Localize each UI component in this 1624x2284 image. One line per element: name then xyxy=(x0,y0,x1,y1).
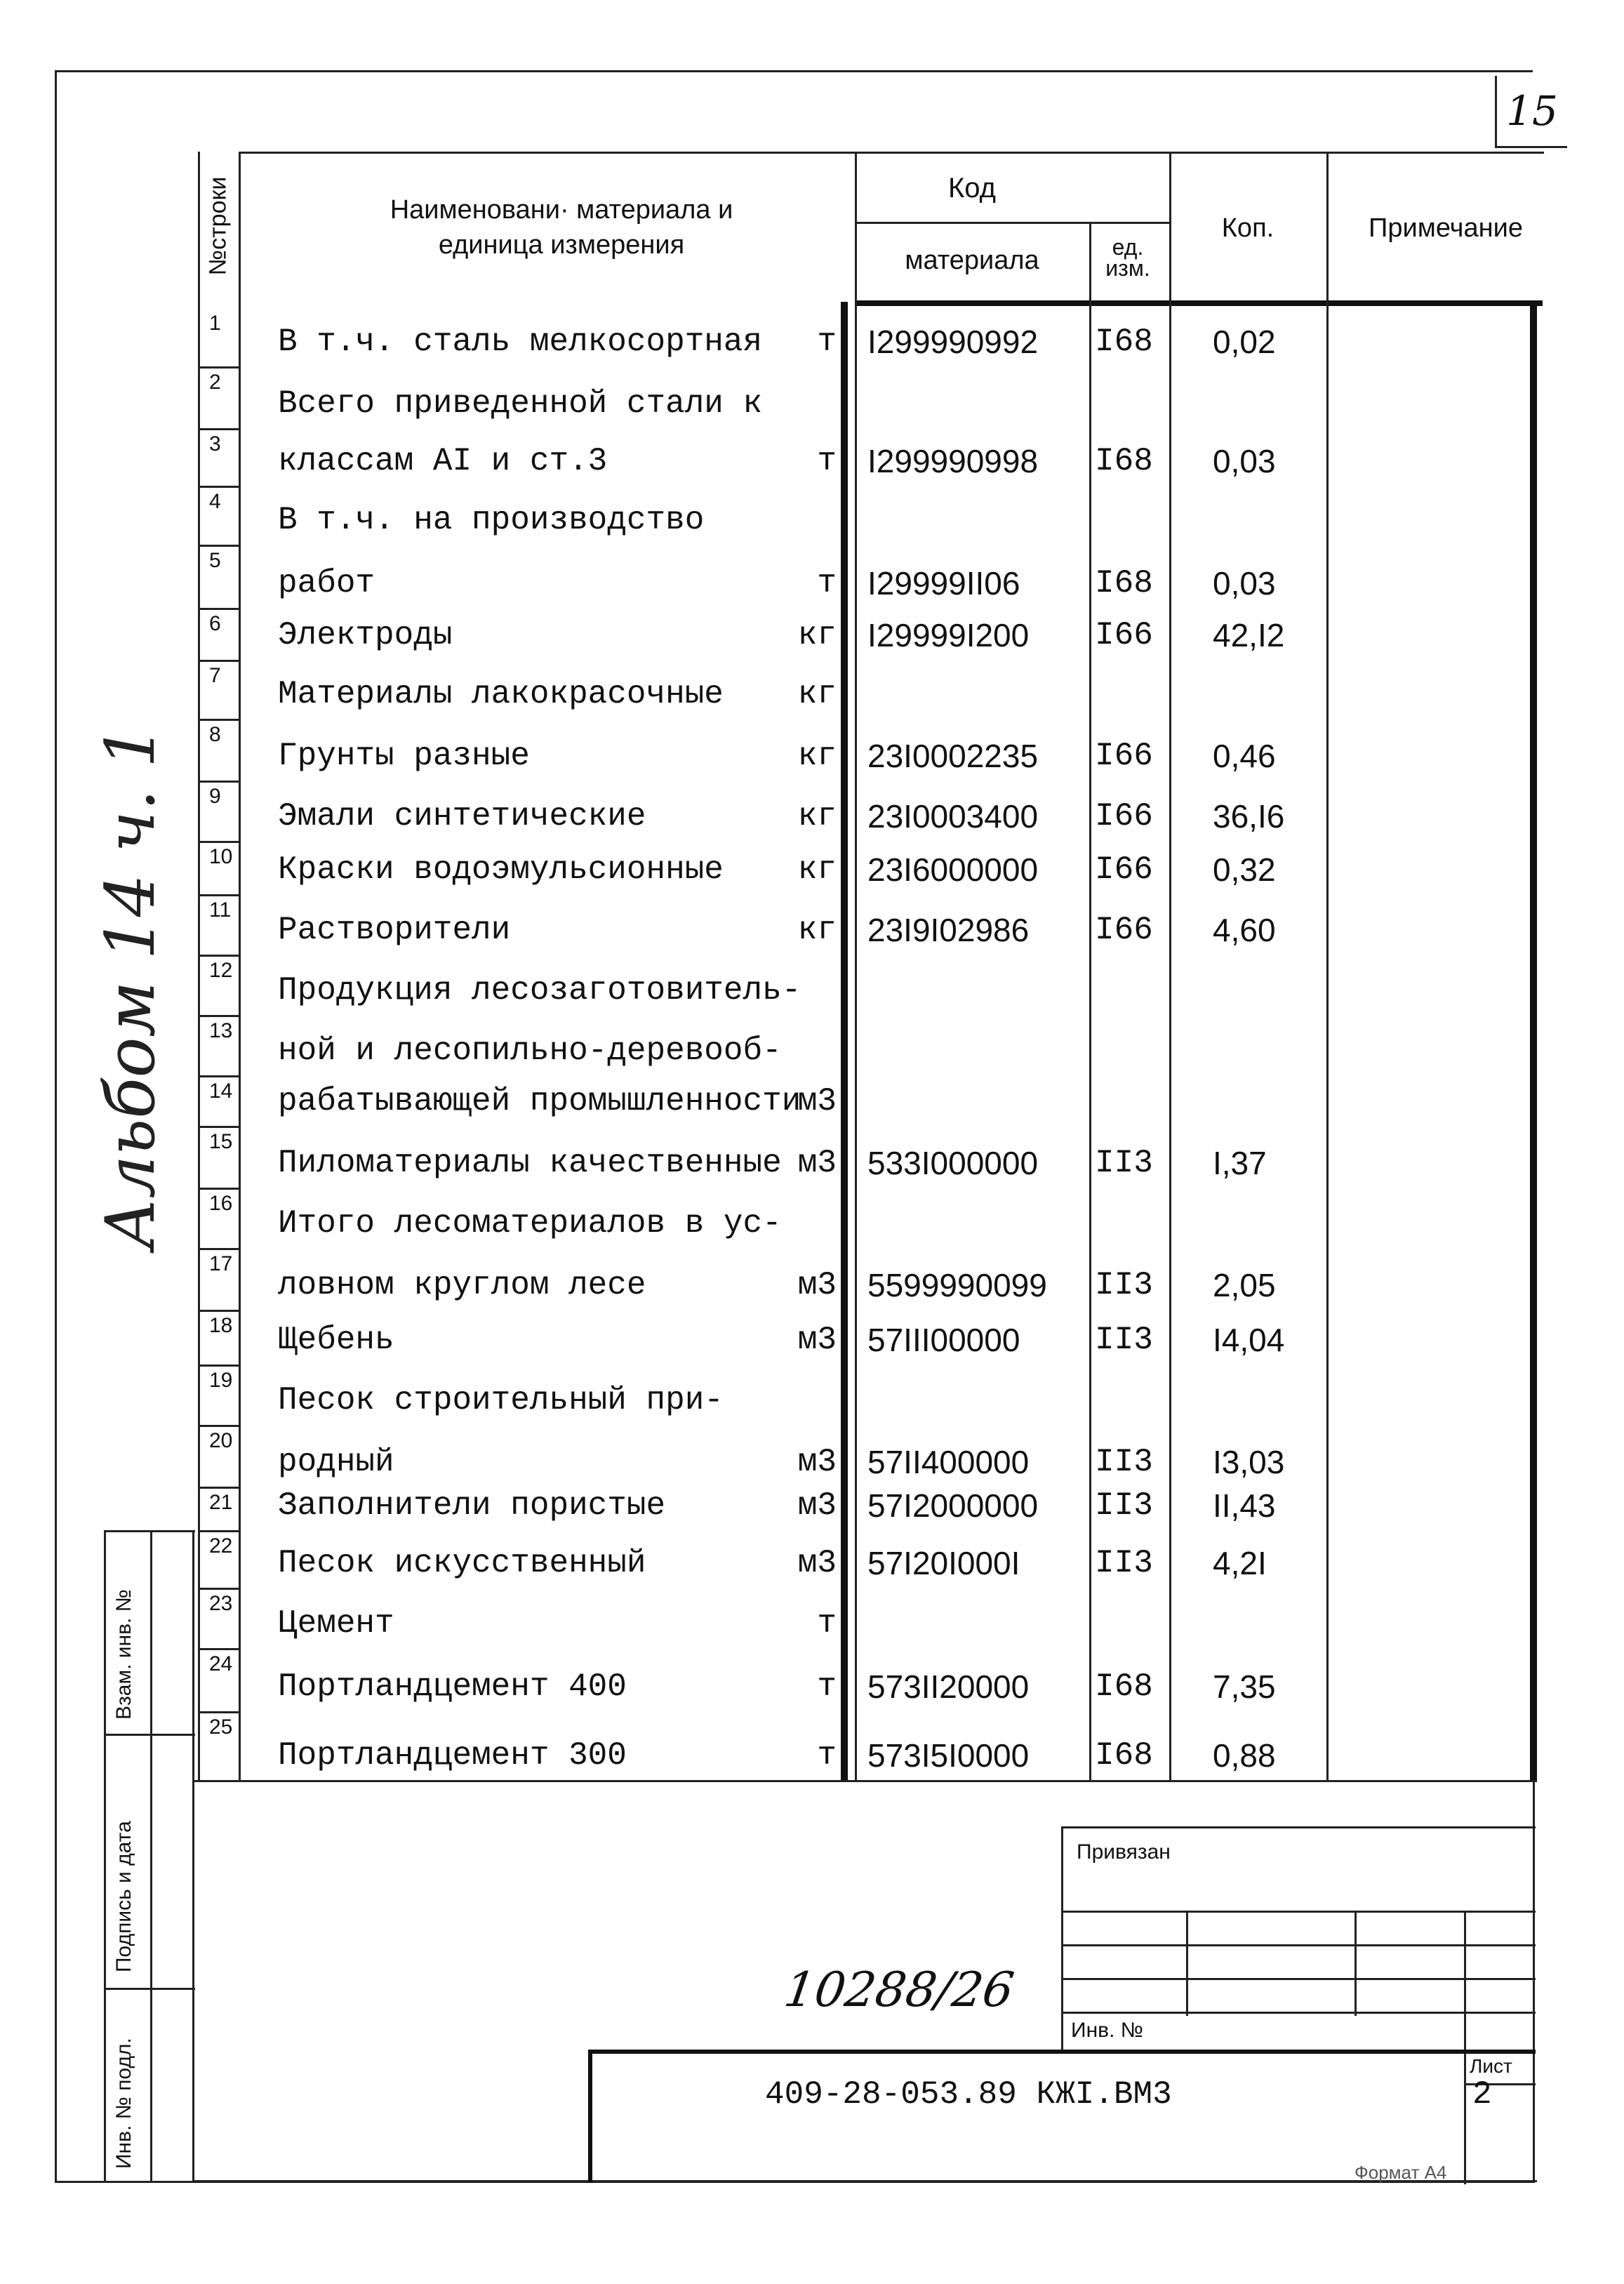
material-name: рабатывающей промышленности xyxy=(278,1083,801,1120)
material-name: Краски водоэмульсионные xyxy=(278,851,724,888)
material-name: Щебень xyxy=(278,1322,394,1358)
title-block-left-line xyxy=(588,2050,592,2183)
material-code: 23I9I02986 xyxy=(867,912,1030,948)
material-name: Портландцемент 300 xyxy=(278,1737,627,1774)
quantity: 0,03 xyxy=(1213,565,1276,602)
side-strip-left-line xyxy=(104,1530,106,2183)
quantity: I3,03 xyxy=(1213,1444,1285,1480)
row-number: 18 xyxy=(209,1314,233,1337)
material-code: 573I5I0000 xyxy=(867,1737,1030,1774)
stamp-left-line xyxy=(1061,1826,1063,2051)
unit-of-measure: т xyxy=(817,1605,837,1642)
linked-label: Привязан xyxy=(1077,1840,1171,1864)
row-separator xyxy=(198,1188,240,1190)
material-code: 533I000000 xyxy=(867,1145,1039,1181)
material-name: ловном круглом лесе xyxy=(278,1267,646,1303)
material-name: Растворители xyxy=(278,912,511,948)
quantity: 4,2I xyxy=(1213,1545,1267,1581)
unit-code: II3 xyxy=(1095,1545,1153,1581)
material-code: 5599990099 xyxy=(867,1267,1047,1303)
row-separator xyxy=(198,955,240,957)
material-name: Заполнители пористые xyxy=(278,1487,666,1524)
quantity: 4,60 xyxy=(1213,912,1276,948)
unit-of-measure: м3 xyxy=(797,1322,837,1358)
material-code-header: материала xyxy=(905,246,1039,275)
row-number: 22 xyxy=(209,1534,233,1558)
unit-of-measure: м3 xyxy=(797,1545,837,1581)
material-code: 57I20I000I xyxy=(867,1545,1020,1581)
unit-of-measure: т xyxy=(817,565,837,602)
material-code: I299990998 xyxy=(867,443,1039,479)
row-separator xyxy=(198,486,240,488)
unit-of-measure: т xyxy=(817,1737,837,1774)
page-number: 15 xyxy=(1495,76,1567,148)
inventory-number-label: Инв. № xyxy=(1071,2019,1143,2042)
row-separator xyxy=(198,1310,240,1312)
unit-code: I68 xyxy=(1095,565,1153,602)
quantity: 0,02 xyxy=(1213,324,1276,360)
material-name: Цемент xyxy=(278,1605,394,1642)
quantity: I,37 xyxy=(1213,1145,1267,1181)
material-name: Грунты разные xyxy=(278,738,530,774)
side-strip-line-1 xyxy=(104,1734,195,1736)
material-name: классам AI и ст.3 xyxy=(278,443,608,479)
name-header-line1: Наименовани· материала и xyxy=(390,195,733,225)
row-number: 11 xyxy=(209,898,232,922)
row-separator xyxy=(198,1015,240,1017)
material-code: 57III00000 xyxy=(867,1322,1020,1358)
row-number: 7 xyxy=(209,664,221,687)
stamp-top-line xyxy=(1061,1826,1536,1828)
replacement-inventory-label: Взам. инв. № xyxy=(112,1589,135,1720)
material-name: Материалы лакокрасочные xyxy=(278,676,724,712)
unit-code: II3 xyxy=(1095,1487,1153,1524)
table-row xyxy=(239,1588,1537,1648)
unit-of-measure: кг xyxy=(797,676,837,712)
row-number: 5 xyxy=(209,549,221,572)
row-number: 3 xyxy=(209,432,221,456)
unit-of-measure: м3 xyxy=(797,1444,837,1480)
unit-of-measure: кг xyxy=(797,798,837,835)
stamp-col-line-2 xyxy=(1355,1911,1357,2016)
material-name: Всего приведенной стали к xyxy=(278,385,763,422)
unit-code: I66 xyxy=(1095,912,1153,948)
unit-code: I66 xyxy=(1095,738,1153,774)
material-name: Итого лесоматериалов в ус- xyxy=(278,1205,782,1242)
material-code: 573II20000 xyxy=(867,1668,1030,1705)
row-number: 2 xyxy=(209,371,221,394)
quantity: 0,46 xyxy=(1213,738,1276,774)
quantity: I4,04 xyxy=(1213,1322,1285,1358)
unit-code: I66 xyxy=(1095,851,1153,888)
unit-of-measure: т xyxy=(817,1668,837,1705)
row-number: 15 xyxy=(209,1130,233,1153)
material-name: Портландцемент 400 xyxy=(278,1668,627,1705)
row-separator xyxy=(198,1530,240,1532)
material-name: Пиломатериалы качественные xyxy=(278,1145,782,1181)
material-name: Песок строительный при- xyxy=(278,1382,724,1419)
unit-of-measure: м3 xyxy=(797,1083,837,1120)
row-separator xyxy=(198,1126,240,1128)
header-bottom-line xyxy=(855,300,1543,306)
unit-code: II3 xyxy=(1095,1444,1153,1480)
table-bottom-line xyxy=(192,1780,1537,1782)
row-number: 13 xyxy=(209,1019,233,1042)
row-number-header-label: №строки xyxy=(204,176,232,276)
stamp-col-line-1 xyxy=(1186,1911,1188,2016)
original-inventory-label: Инв. № подл. xyxy=(112,2038,135,2169)
row-number: 19 xyxy=(209,1369,233,1392)
unit-of-measure: м3 xyxy=(797,1267,837,1303)
row-number: 20 xyxy=(209,1429,233,1452)
material-name: Песок искусственный xyxy=(278,1545,646,1581)
unit-code: I68 xyxy=(1095,443,1153,479)
material-name: работ xyxy=(278,565,375,602)
quantity: 36,I6 xyxy=(1213,798,1285,835)
note-header: Примечание xyxy=(1369,213,1523,243)
row-number: 10 xyxy=(209,845,233,868)
quantity: 42,I2 xyxy=(1213,617,1285,653)
material-code: 57II400000 xyxy=(867,1444,1030,1480)
row-separator xyxy=(198,1075,240,1077)
row-number: 23 xyxy=(209,1592,233,1615)
row-separator xyxy=(198,366,240,369)
unit-of-measure: кг xyxy=(797,912,837,948)
row-number-header xyxy=(198,154,239,298)
row-separator xyxy=(198,1588,240,1590)
material-name: родный xyxy=(278,1444,394,1480)
row-number: 8 xyxy=(209,723,221,746)
quantity: II,43 xyxy=(1213,1487,1276,1524)
unit-of-measure: м3 xyxy=(797,1145,837,1181)
row-number: 17 xyxy=(209,1252,233,1275)
sheet-label: Лист xyxy=(1470,2055,1512,2077)
material-code: I29999I200 xyxy=(867,617,1030,653)
code-subheader-line xyxy=(856,222,1171,224)
side-strip-line-2 xyxy=(104,1988,195,1990)
material-name: ной и лесопильно-деревооб- xyxy=(278,1033,782,1069)
row-number: 14 xyxy=(209,1080,233,1103)
unit-code: II3 xyxy=(1095,1145,1153,1181)
quantity: 7,35 xyxy=(1213,1668,1276,1705)
side-strip-right-line xyxy=(192,1530,194,2183)
signature-date-label: Подпись и дата xyxy=(112,1821,135,1972)
row-separator xyxy=(198,1711,240,1713)
row-separator xyxy=(198,660,240,662)
material-name: Электроды xyxy=(278,617,453,653)
row-separator xyxy=(198,1487,240,1489)
name-header-line2: единица измерения xyxy=(438,230,685,260)
unit-of-measure: кг xyxy=(797,738,837,774)
material-name: В т.ч. на производство xyxy=(278,502,705,538)
row-number: 9 xyxy=(209,785,221,808)
row-separator xyxy=(198,841,240,843)
row-separator xyxy=(198,719,240,721)
unit-of-measure: кг xyxy=(797,617,837,653)
unit-of-measure: т xyxy=(817,324,837,360)
unit-of-measure: кг xyxy=(797,851,837,888)
row-number-left-line xyxy=(198,152,200,1780)
frame-bottom-line xyxy=(192,2180,1537,2182)
row-separator xyxy=(198,545,240,547)
material-code: 23I0003400 xyxy=(867,798,1039,835)
unit-code: I66 xyxy=(1095,617,1153,653)
material-name: В т.ч. сталь мелкосортная xyxy=(278,324,763,360)
quantity: 0,03 xyxy=(1213,443,1276,479)
quantity: 0,88 xyxy=(1213,1737,1276,1774)
unit-of-measure: т xyxy=(817,443,837,479)
handwritten-archive-number: 10288/26 xyxy=(780,1963,1018,2018)
sheet-number: 2 xyxy=(1472,2076,1492,2113)
material-name: Эмали синтетические xyxy=(278,798,646,835)
row-separator xyxy=(198,781,240,783)
quantity: 0,32 xyxy=(1213,851,1276,888)
row-separator xyxy=(198,894,240,896)
unit-code: I68 xyxy=(1095,1668,1153,1705)
title-block-top-line xyxy=(588,2050,1536,2054)
unit-code: II3 xyxy=(1095,1267,1153,1303)
material-code: 57I2000000 xyxy=(867,1487,1039,1524)
unit-code: I68 xyxy=(1095,324,1153,360)
unit-of-measure: м3 xyxy=(797,1487,837,1524)
table-top-line xyxy=(239,152,1544,154)
material-code: I29999II06 xyxy=(867,565,1020,602)
row-separator xyxy=(198,1648,240,1650)
row-separator xyxy=(198,428,240,430)
side-strip-top-line xyxy=(104,1530,195,1532)
row-number: 24 xyxy=(209,1652,233,1675)
row-number: 25 xyxy=(209,1715,233,1739)
quantity-header: Коп. xyxy=(1221,213,1274,243)
material-code: 23I0002235 xyxy=(867,738,1039,774)
stamp-col-line-3 xyxy=(1464,1911,1466,2184)
material-name: Продукция лесозаготовитель- xyxy=(278,972,801,1009)
material-code: 23I6000000 xyxy=(867,851,1039,888)
material-code: I299990992 xyxy=(867,324,1039,360)
unit-code: I66 xyxy=(1095,798,1153,835)
frame-right-line xyxy=(1533,1780,1535,2183)
code-header: Код xyxy=(947,173,996,204)
quantity: 2,05 xyxy=(1213,1267,1276,1303)
unit-code: II3 xyxy=(1095,1322,1153,1358)
unit-header-line1: ед. xyxy=(1112,234,1144,260)
unit-code: I68 xyxy=(1095,1737,1153,1774)
album-handwritten-note: Альбом 14 ч. 1 xyxy=(91,724,170,1249)
row-separator xyxy=(198,1425,240,1427)
unit-header-line2: изм. xyxy=(1105,255,1150,281)
row-number: 21 xyxy=(209,1491,233,1514)
row-number: 1 xyxy=(209,312,221,335)
row-number: 6 xyxy=(209,612,221,635)
row-number: 4 xyxy=(209,490,221,513)
format-label: Формат А4 xyxy=(1355,2162,1447,2183)
row-separator xyxy=(198,608,240,610)
row-separator xyxy=(198,1248,240,1250)
row-number: 16 xyxy=(209,1192,233,1215)
row-number: 12 xyxy=(209,959,233,982)
row-separator xyxy=(198,1365,240,1367)
document-code: 409-28-053.89 КЖI.ВМ3 xyxy=(765,2076,1172,2113)
side-strip-mid-line xyxy=(150,1530,152,2183)
